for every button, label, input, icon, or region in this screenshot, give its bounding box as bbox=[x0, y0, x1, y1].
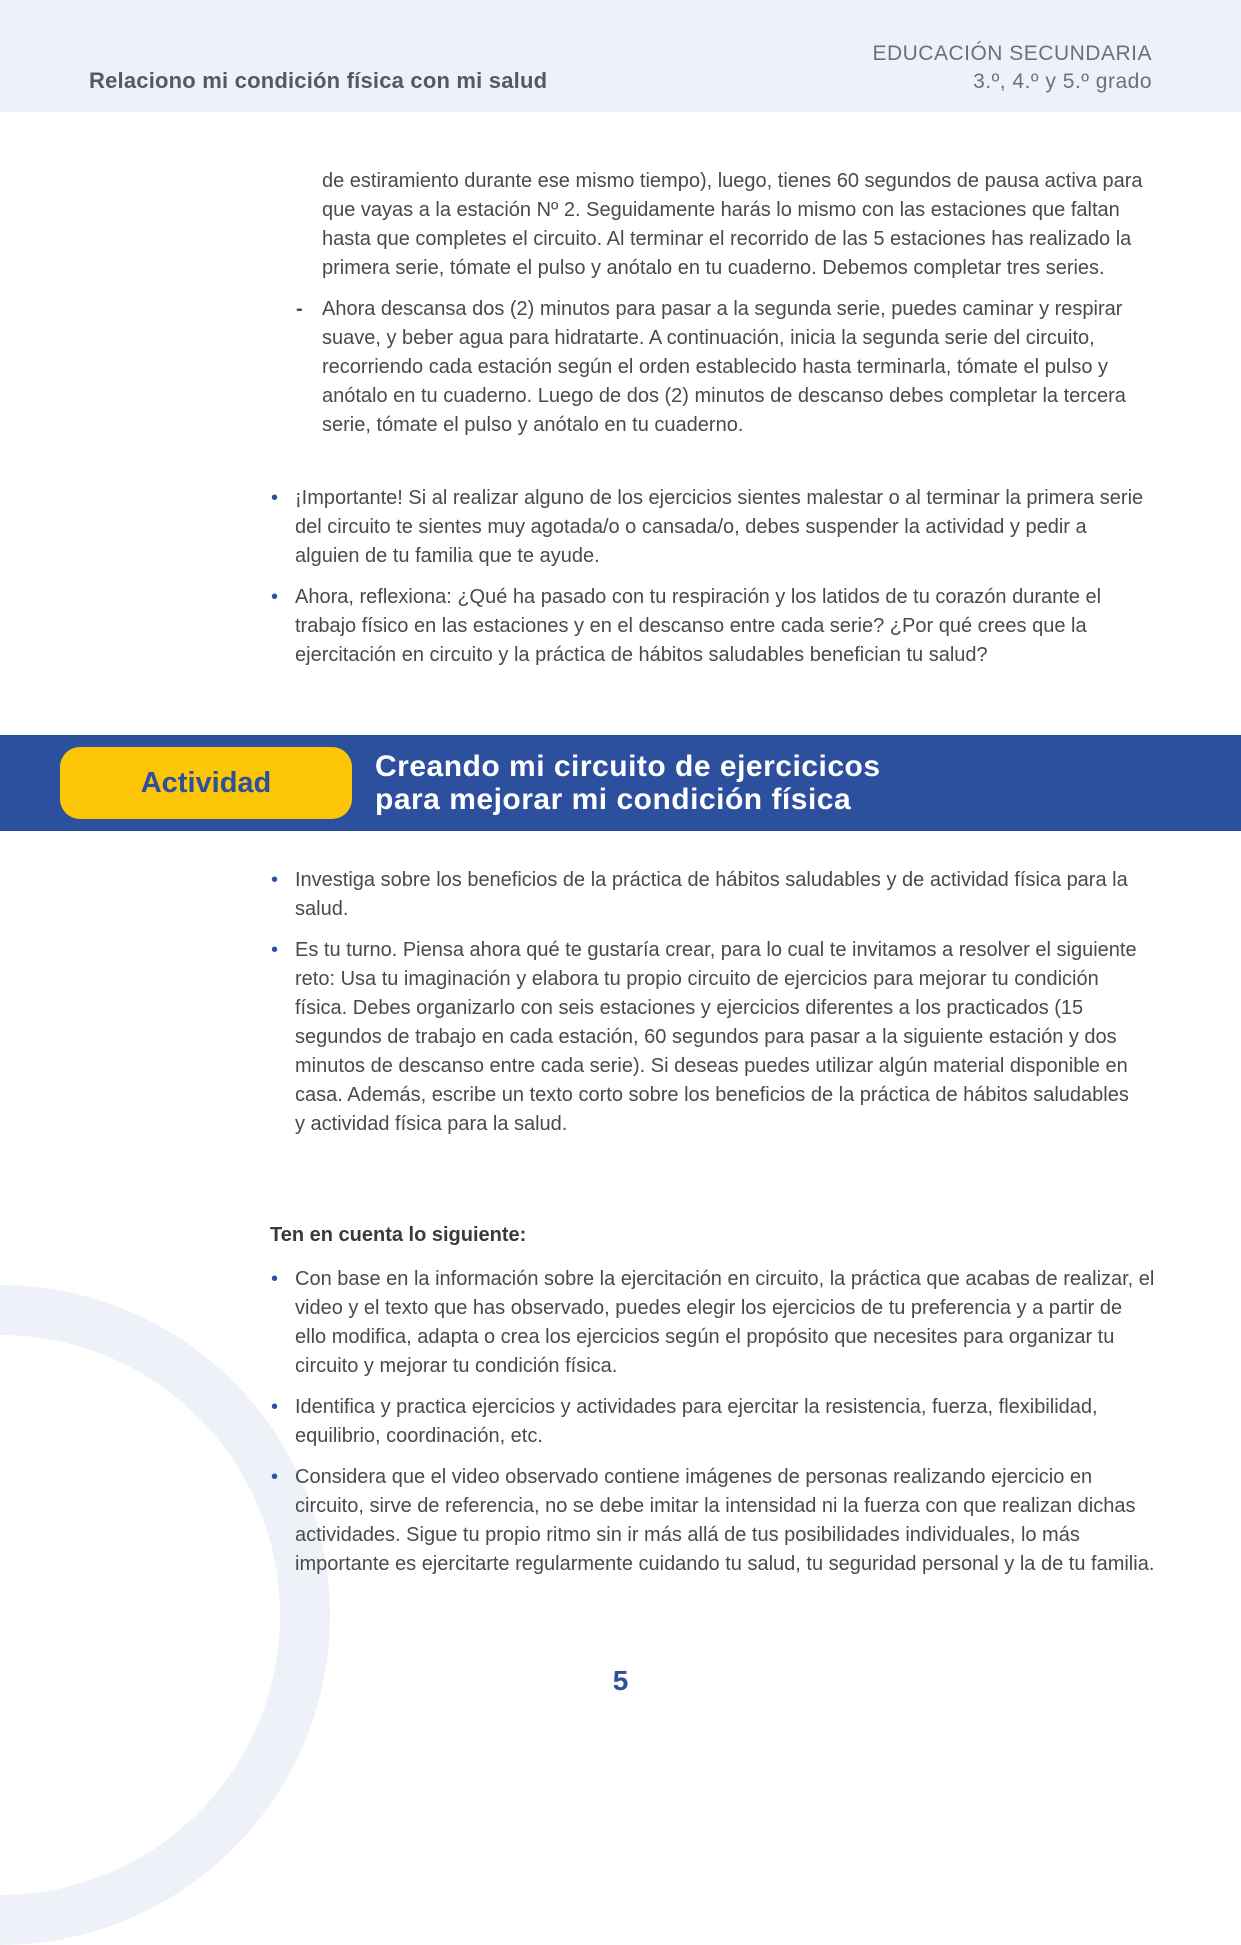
list-item-text: Con base en la información sobre la ejercitación en circuito, la práctica que acabas de realizar, el video y el texto que has observado, puedes elegir los ejercicios de tu preferencia y a partir de ello modifica, adapta o crea los ejercicios según el propósito que necesites para organizar tu circuito y mejorar tu condición física. bbox=[295, 1268, 1155, 1377]
considerations-list bbox=[271, 1265, 1165, 1579]
activity-title-line2: para mejorar mi condición física bbox=[375, 783, 852, 816]
bullet-icon: • bbox=[271, 1268, 279, 1290]
page-header bbox=[0, 0, 1241, 112]
activity-banner bbox=[0, 735, 1241, 831]
education-level: EDUCACIÓN SECUNDARIA bbox=[872, 42, 1152, 65]
activity-title-line1: Creando mi circuito de ejercicicos bbox=[375, 750, 881, 783]
list-item bbox=[271, 866, 1165, 924]
activity-title bbox=[375, 750, 881, 816]
activity-label-badge bbox=[60, 747, 352, 819]
list-item-text: Investiga sobre los beneficios de la práctica de hábitos saludables y de actividad física para la salud. bbox=[295, 869, 1128, 920]
activity-label: Actividad bbox=[140, 766, 272, 799]
bullet-icon: • bbox=[271, 869, 279, 891]
list-item bbox=[271, 1463, 1165, 1579]
grade-range: 3.º, 4.º y 5.º grado bbox=[973, 70, 1152, 93]
bullet-icon: • bbox=[271, 586, 279, 608]
bullet-icon: • bbox=[271, 1396, 279, 1418]
decorative-circle bbox=[0, 1285, 330, 1945]
list-item-text: Ahora, reflexiona: ¿Qué ha pasado con tu respiración y los latidos de tu corazón durante el trabajo físico en las estaciones y en el descanso entre cada serie? ¿Por qué crees que la ejercitación en circuito y la práctica de hábitos saludables benefician tu salud? bbox=[295, 586, 1102, 666]
list-item bbox=[271, 1265, 1155, 1381]
bullet-icon: • bbox=[271, 939, 279, 961]
top-bullet-list bbox=[271, 484, 1155, 670]
list-item-text: Es tu turno. Piensa ahora qué te gustaría crear, para lo cual te invitamos a resolver el siguiente reto: Usa tu imaginación y elabora tu propio circuito de ejercicios para mejorar tu condición física. Debes organizarlo con seis estaciones y ejercicios diferentes a los practicados (15 segundos de trabajo en cada estación, 60 segundos para pasar a la siguiente estación y dos minutos de descanso entre cada serie). Si deseas puedes utilizar algún material disponible en casa. Además, escribe un texto corto sobre los beneficios de la práctica de hábitos saludables y actividad física para la salud. bbox=[295, 939, 1137, 1135]
bullet-icon: • bbox=[271, 487, 279, 509]
list-item-text: ¡Importante! Si al realizar alguno de los ejercicios sientes malestar o al terminar la primera serie del circuito te sientes muy agotada/o o cansada/o, debes suspender la actividad y pedir a alguien de tu familia que te ayude. bbox=[295, 487, 1144, 567]
dash-item-text: Ahora descansa dos (2) minutos para pasar a la segunda serie, puedes caminar y respirar suave, y beber agua para hidratarte. A continuación, inicia la segunda serie del circuito, recorriendo cada estación según el orden establecido hasta terminarla, tómate el pulso y anótalo en tu cuaderno. Luego de dos (2) minutos de descanso debes completar la tercera serie, tómate el pulso y anótalo en tu cuaderno. bbox=[322, 298, 1126, 436]
continued-instructions bbox=[296, 167, 1162, 440]
list-item-text: Identifica y practica ejercicios y actividades para ejercitar la resistencia, fuerza, flexibilidad, equilibrio, coordinación, etc. bbox=[295, 1396, 1098, 1447]
list-item bbox=[271, 936, 1140, 1139]
list-item-text: Considera que el video observado contiene imágenes de personas realizando ejercicio en circuito, sirve de referencia, no se debe imitar la intensidad ni la fuerza con que realizan dichas actividades. Sigue tu propio ritmo sin ir más allá de tus posibilidades individuales, lo más importante es ejercitarte regularmente cuidando tu salud, tu seguridad personal y la de tu familia. bbox=[295, 1466, 1155, 1575]
list-item bbox=[271, 484, 1155, 571]
continued-paragraph: de estiramiento durante ese mismo tiempo), luego, tienes 60 segundos de pausa activa para que vayas a la estación Nº 2. Seguidamente harás lo mismo con las estaciones que faltan hasta que completes el circuito. Al terminar el recorrido de las 5 estaciones has realizado la primera serie, tómate el pulso y anótalo en tu cuaderno. Debemos completar tres series. bbox=[322, 170, 1143, 279]
list-item bbox=[271, 583, 1155, 670]
considerations-heading: Ten en cuenta lo siguiente: bbox=[270, 1224, 527, 1246]
page-number: 5 bbox=[612, 1665, 629, 1696]
document-title: Relaciono mi condición física con mi salud bbox=[89, 68, 548, 93]
dash-list-item bbox=[296, 295, 1162, 440]
bullet-icon: • bbox=[271, 1466, 279, 1488]
list-item bbox=[271, 1393, 1125, 1451]
activity-bullet-list bbox=[271, 866, 1165, 1139]
grade-info bbox=[872, 40, 1152, 96]
dash-marker: - bbox=[296, 298, 303, 320]
